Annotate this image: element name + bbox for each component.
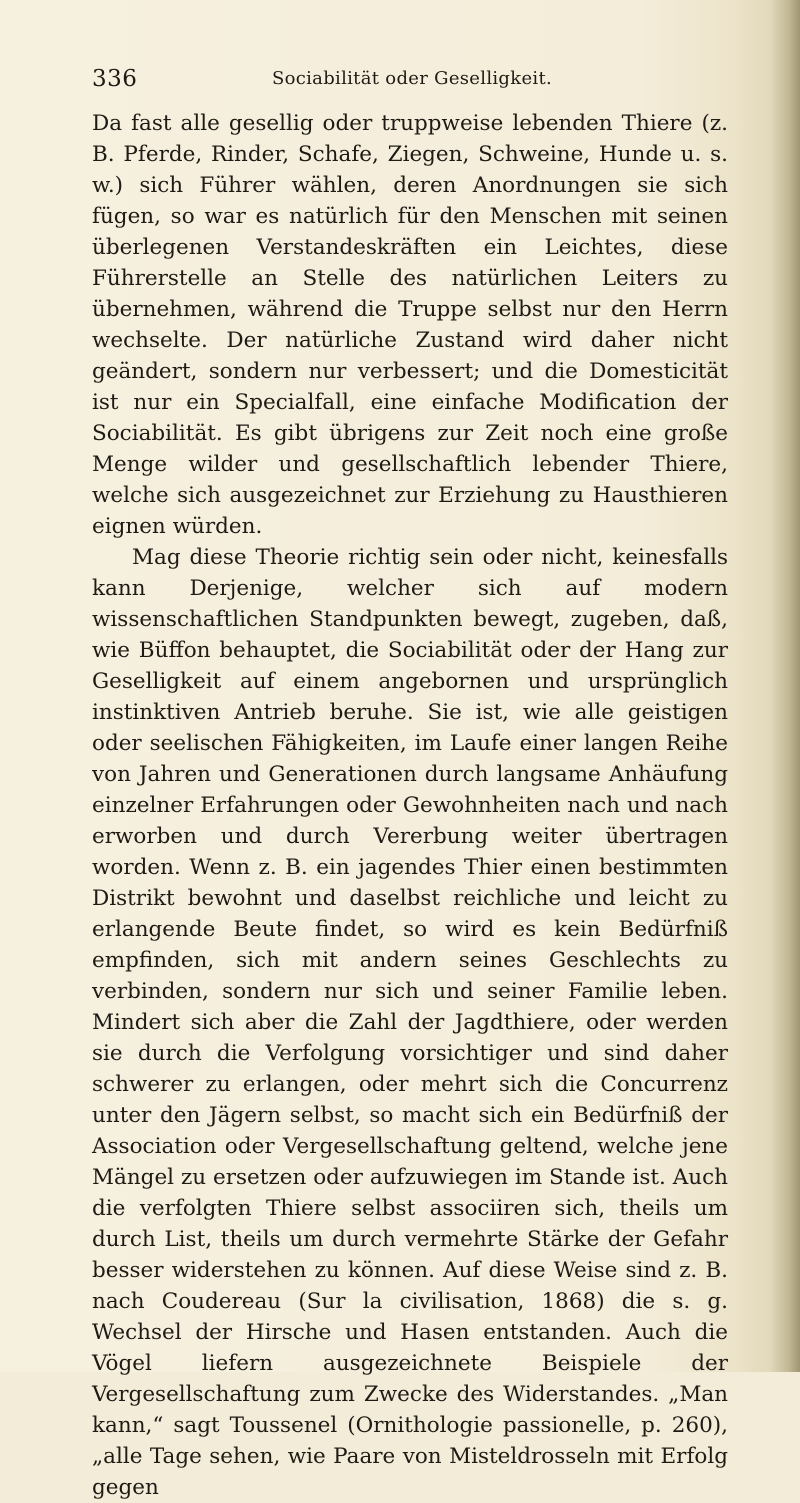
running-head: Sociabilität oder Geselligkeit. <box>271 68 553 89</box>
paragraph-1: Da fast alle gesellig oder truppweise lebenden Thiere (z. B. Pferde, Rinder, Schafe, Ziegen, Schweine, Hunde u. s. w.) sich Führer wählen, deren Anordnungen sie sich fügen, so war es natürlich für den Menschen mit seinen überlegenen Verstandeskräften ein Leichtes, diese Führerstelle an Stelle des natürlichen Leiters zu übernehmen, während die Truppe selbst nur den Herrn wechselte. Der natürliche Zustand wird daher nicht geändert, sondern nur verbessert; und die Domesticität ist nur ein Specialfall, eine einfache Modification der Sociabilität. Es gibt übrigens zur Zeit noch eine große Menge wilder und gesellschaftlich lebender Thiere, welche sich ausgezeichnet zur Erziehung zu Hausthieren eignen würden. <box>92 111 728 539</box>
page-edge-shadow <box>770 0 800 1372</box>
page-header <box>92 66 732 100</box>
page-number: 336 <box>92 66 138 92</box>
body-text <box>92 108 728 1503</box>
paragraph-2: Mag diese Theorie richtig sein oder nicht, keinesfalls kann Derjenige, welcher sich auf modern wissenschaftlichen Standpunkten bewegt, zugeben, daß, wie Büffon behauptet, die Sociabilität oder der Hang zur Geselligkeit auf einem angebornen und ursprünglich instinktiven Antrieb beruhe. Sie ist, wie alle geistigen oder seelischen Fähigkeiten, im Laufe einer langen Reihe von Jahren und Generationen durch langsame Anhäufung einzelner Erfahrungen oder Gewohnheiten nach und nach erworben und durch Vererbung weiter übertragen worden. Wenn z. B. ein jagendes Thier einen bestimmten Distrikt bewohnt und daselbst reichliche und leicht zu erlangende Beute findet, so wird es kein Bedürfniß empfinden, sich mit andern seines Geschlechts zu verbinden, sondern nur sich und seiner Familie leben. Mindert sich aber die Zahl der Jagdthiere, oder werden sie durch die Verfolgung vorsichtiger und sind daher schwerer zu erlangen, oder mehrt sich die Concurrenz unter den Jägern selbst, so macht sich ein Bedürfniß der Association oder Vergesellschaftung geltend, welche jene Mängel zu ersetzen oder aufzuwiegen im Stande ist. Auch die verfolgten Thiere selbst associiren sich, theils um durch List, theils um durch vermehrte Stärke der Gefahr besser widerstehen zu können. Auf diese Weise sind z. B. nach Coudereau (Sur la civilisation, 1868) die s. g. Wechsel der Hirsche und Hasen entstanden. Auch die Vögel liefern ausgezeichnete Beispiele der Vergesellschaftung zum Zwecke des Widerstandes. „Man kann,“ sagt Toussenel (Ornithologie passionelle, p. 260), „alle Tage sehen, wie Paare von Misteldrosseln mit Erfolg gegen <box>92 545 728 1500</box>
